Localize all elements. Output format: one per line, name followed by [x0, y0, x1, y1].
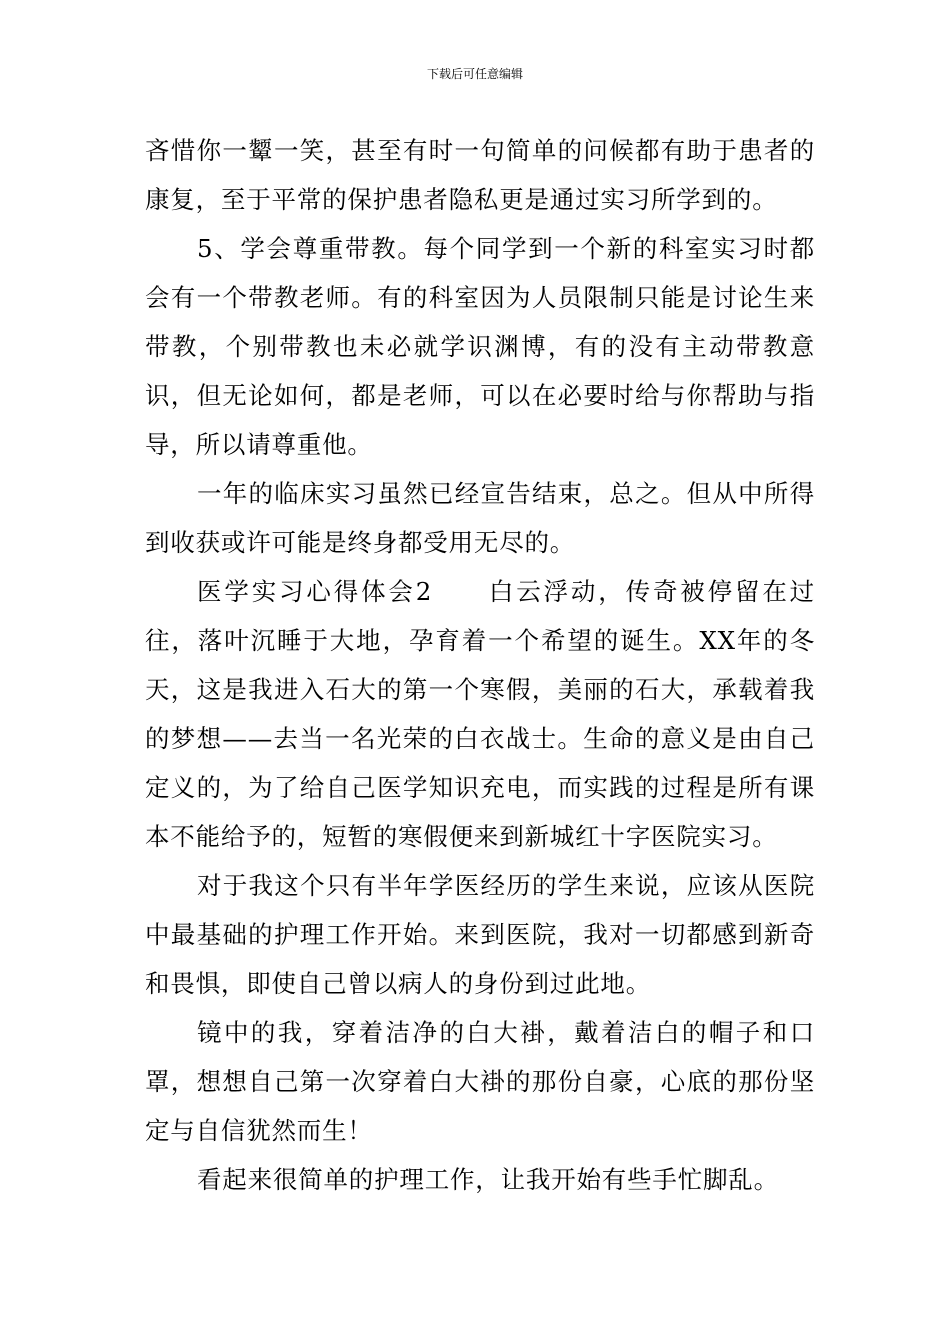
- document-body: [145, 126, 815, 1204]
- paragraph: 医学实习心得体会2 白云浮动，传奇被停留在过往，落叶沉睡于大地，孕育着一个希望的诞生。XX年的冬天，这是我进入石大的第一个寒假，美丽的石大，承载着我的梦想——去当一名光荣的白衣战士。生命的意义是由自己定义的，为了给自己医学知识充电，而实践的过程是所有课本不能给予的，短暂的寒假便来到新城红十字医院实习。: [145, 577, 815, 851]
- paragraph: 吝惜你一颦一笑，甚至有时一句简单的问候都有助于患者的康复，至于平常的保护患者隐私更是通过实习所学到的。: [145, 136, 815, 214]
- paragraph: 对于我这个只有半年学医经历的学生来说，应该从医院中最基础的护理工作开始。来到医院，我对一切都感到新奇和畏惧，即使自己曾以病人的身份到过此地。: [145, 871, 815, 998]
- paragraph: 5、学会尊重带教。每个同学到一个新的科室实习时都会有一个带教老师。有的科室因为人员限制只能是讨论生来带教，个别带教也未必就学识渊博，有的没有主动带教意识，但无论如何，都是老师，可以在必要时给与你帮助与指导，所以请尊重他。: [145, 234, 815, 459]
- paragraph: 一年的临床实习虽然已经宣告结束，总之。但从中所得到收获或许可能是终身都受用无尽的。: [145, 479, 815, 557]
- paragraph: 镜中的我，穿着洁净的白大褂，戴着洁白的帽子和口罩，想想自己第一次穿着白大褂的那份自豪，心底的那份坚定与自信犹然而生！: [145, 1018, 815, 1145]
- paragraph: 看起来很简单的护理工作，让我开始有些手忙脚乱。: [197, 1165, 779, 1194]
- page-header: 下载后可任意编辑: [426, 67, 523, 81]
